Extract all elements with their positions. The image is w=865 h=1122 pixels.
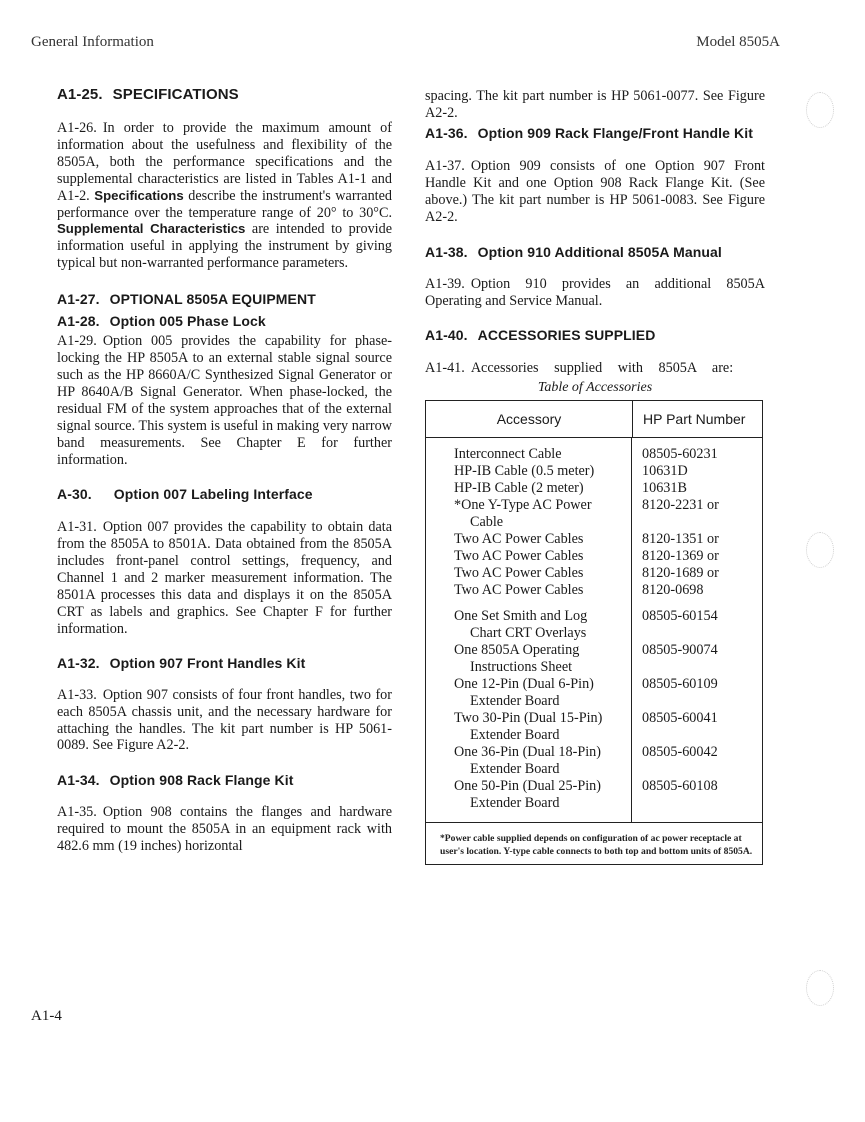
accessory-cell bbox=[454, 480, 631, 497]
part-number-cell bbox=[642, 446, 762, 463]
paragraph-a1-33: A1-33. Option 907 consists of four front handles, two for each 8505A chassis unit, and the necessary hardware for attaching the handles. The kit part number is HP 5061-0089. See Figure A2-2. bbox=[57, 686, 392, 754]
heading-a1-28: A1-28. Option 005 Phase Lock bbox=[57, 313, 266, 330]
accessory-cell bbox=[454, 582, 631, 599]
part-number-cell bbox=[642, 744, 762, 778]
part-number: 08505-60231 bbox=[642, 446, 718, 463]
accessory-cell bbox=[454, 608, 631, 642]
paragraph-a1-26: A1-26. In order to provide the maximum amount of information about the usefulness and flexibility of the 8505A, both the performance specifications and the supplemental characteristics are listed in Tables A1-1 and A1-2. Specifications describe the instrument's warranted performance over the temperature range of 20° to 30°C. Supplemental Characteristics are intended to provide information useful in applying the instrument by giving typical but non-warranted performance parameters. bbox=[57, 120, 393, 272]
accessory-line: Two 30-Pin (Dual 15-Pin) bbox=[454, 710, 603, 727]
paragraph-a1-29: A1-29. Option 005 provides the capability for phase-locking the HP 8505A to an external stable signal source such as the HP 8660A/C Synthesized Signal Generator or HP 8640A/B Signal Generator. When phase-locked, the residual FM of the system approaches that of the external signal source. This system is useful in making very narrow band measurements. See Chapter E for further information. bbox=[57, 333, 392, 468]
accessories-table bbox=[425, 400, 763, 865]
column-header-part-number: HP Part Number bbox=[643, 411, 746, 428]
part-number-cell bbox=[642, 497, 762, 531]
heading-a1-32: A1-32. Option 907 Front Handles Kit bbox=[57, 654, 306, 671]
part-number: 08505-60041 bbox=[642, 710, 718, 727]
paragraph-a1-35-continued: spacing. The kit part number is HP 5061-0077. See Figure A2-2. bbox=[425, 88, 765, 121]
accessory-line: Cable bbox=[470, 514, 504, 531]
part-number-cell bbox=[642, 463, 762, 480]
part-number: 08505-60154 bbox=[642, 608, 718, 625]
accessory-cell bbox=[454, 497, 631, 531]
running-header-left: General Information bbox=[31, 34, 154, 50]
accessory-line: Two AC Power Cables bbox=[454, 548, 584, 565]
accessory-cell bbox=[454, 565, 631, 582]
left-column bbox=[57, 86, 392, 855]
paragraph-a1-31: A1-31. Option 007 provides the capability to obtain data from the 8505A to 8501A. Data obtained from the 8505A includes front-panel control settings, frequency, and Channel 1 and 2 marker measurement information. The 8501A processes this data and displays it on the 8505A CRT as labels and graphics. See Chapter F for further information. bbox=[57, 519, 392, 637]
binder-hole bbox=[806, 970, 834, 1006]
accessory-cell bbox=[454, 710, 631, 744]
part-number: 8120-1689 or bbox=[642, 565, 719, 582]
paragraph-a1-39: A1-39. Option 910 provides an additional 8505A Operating and Service Manual. bbox=[425, 276, 765, 310]
part-number-cell bbox=[642, 480, 762, 497]
part-number: 10631B bbox=[642, 480, 687, 497]
part-number-cell bbox=[642, 531, 762, 548]
accessory-line: Two AC Power Cables bbox=[454, 565, 584, 582]
part-number-cell bbox=[642, 548, 762, 565]
part-number: 8120-1369 or bbox=[642, 548, 719, 565]
table-footnote: *Power cable supplied depends on configuration of ac power receptacle at user's location. Y-type cable connects to both top and bottom units of 8505A. bbox=[440, 833, 753, 857]
heading-a1-36: A1-36. Option 909 Rack Flange/Front Handle Kit bbox=[425, 124, 754, 141]
accessory-line: HP-IB Cable (0.5 meter) bbox=[454, 463, 595, 480]
page-number: A1-4 bbox=[31, 1008, 62, 1024]
accessory-line: Extender Board bbox=[470, 693, 560, 710]
heading-a1-27: A1-27. OPTIONAL 8505A EQUIPMENT bbox=[57, 291, 316, 308]
accessory-cell bbox=[454, 778, 631, 812]
part-number: 8120-0698 bbox=[642, 582, 704, 599]
accessory-line: Interconnect Cable bbox=[454, 446, 562, 463]
accessory-line: One 8505A Operating bbox=[454, 642, 580, 659]
accessory-line: One Set Smith and Log bbox=[454, 608, 588, 625]
accessory-line: Chart CRT Overlays bbox=[470, 625, 587, 642]
heading-a1-34: A1-34. Option 908 Rack Flange Kit bbox=[57, 772, 294, 789]
paragraph-a1-37: A1-37. Option 909 consists of one Option 907 Front Handle Kit and one Option 908 Rack Flange Kit. (See above.) The kit part number is HP 5061-0083. See Figure A2-2. bbox=[425, 157, 765, 225]
table-title: Table of Accessories bbox=[537, 380, 653, 396]
accessory-line: Two AC Power Cables bbox=[454, 582, 584, 599]
accessory-line: Two AC Power Cables bbox=[454, 531, 584, 548]
heading-a-30: A-30. Option 007 Labeling Interface bbox=[57, 486, 313, 503]
part-number: 08505-90074 bbox=[642, 642, 718, 659]
accessory-cell bbox=[454, 744, 631, 778]
heading-a1-25: A1-25. SPECIFICATIONS bbox=[57, 86, 239, 103]
part-number: 08505-60109 bbox=[642, 676, 718, 693]
part-number: 08505-60108 bbox=[642, 778, 718, 795]
accessory-column bbox=[426, 438, 632, 822]
part-number: 8120-1351 or bbox=[642, 531, 719, 548]
accessory-line: Instructions Sheet bbox=[470, 659, 573, 676]
binder-hole bbox=[806, 92, 834, 128]
part-number-cell bbox=[642, 608, 762, 642]
right-column bbox=[425, 88, 765, 865]
column-header-accessory: Accessory bbox=[426, 401, 633, 437]
accessory-cell bbox=[454, 548, 631, 565]
accessory-line: *One Y-Type AC Power bbox=[454, 497, 592, 514]
part-number-cell bbox=[642, 710, 762, 744]
part-number-cell bbox=[642, 565, 762, 582]
part-number: 10631D bbox=[642, 463, 688, 480]
part-number-cell bbox=[642, 778, 762, 812]
accessory-cell bbox=[454, 642, 631, 676]
paragraph-a1-35: A1-35. Option 908 contains the flanges and hardware required to mount the 8505A in an equipment rack with 482.6 mm (19 inches) horizontal bbox=[57, 804, 392, 855]
heading-a1-38: A1-38. Option 910 Additional 8505A Manual bbox=[425, 244, 722, 261]
accessory-line: Extender Board bbox=[470, 727, 560, 744]
part-number-cell bbox=[642, 676, 762, 710]
part-number: 08505-60042 bbox=[642, 744, 718, 761]
paragraph-a1-41: A1-41. Accessories supplied with 8505A are: bbox=[425, 360, 734, 377]
accessory-cell bbox=[454, 463, 631, 480]
table-header-row bbox=[426, 401, 762, 438]
part-number: 8120-2231 or bbox=[642, 497, 719, 514]
accessory-cell bbox=[454, 446, 631, 463]
accessory-line: One 12-Pin (Dual 6-Pin) bbox=[454, 676, 594, 693]
running-header-right: Model 8505A bbox=[696, 34, 780, 50]
accessory-line: One 50-Pin (Dual 25-Pin) bbox=[454, 778, 601, 795]
part-number-column bbox=[632, 438, 762, 822]
part-number-cell bbox=[642, 642, 762, 676]
accessory-line: Extender Board bbox=[470, 795, 560, 812]
accessory-line: One 36-Pin (Dual 18-Pin) bbox=[454, 744, 601, 761]
binder-hole bbox=[806, 532, 834, 568]
accessory-line: Extender Board bbox=[470, 761, 560, 778]
table-body bbox=[426, 438, 762, 823]
accessory-line: HP-IB Cable (2 meter) bbox=[454, 480, 584, 497]
part-number-cell bbox=[642, 582, 762, 599]
heading-a1-40: A1-40. ACCESSORIES SUPPLIED bbox=[425, 327, 656, 344]
accessory-cell bbox=[454, 531, 631, 548]
accessory-cell bbox=[454, 676, 631, 710]
